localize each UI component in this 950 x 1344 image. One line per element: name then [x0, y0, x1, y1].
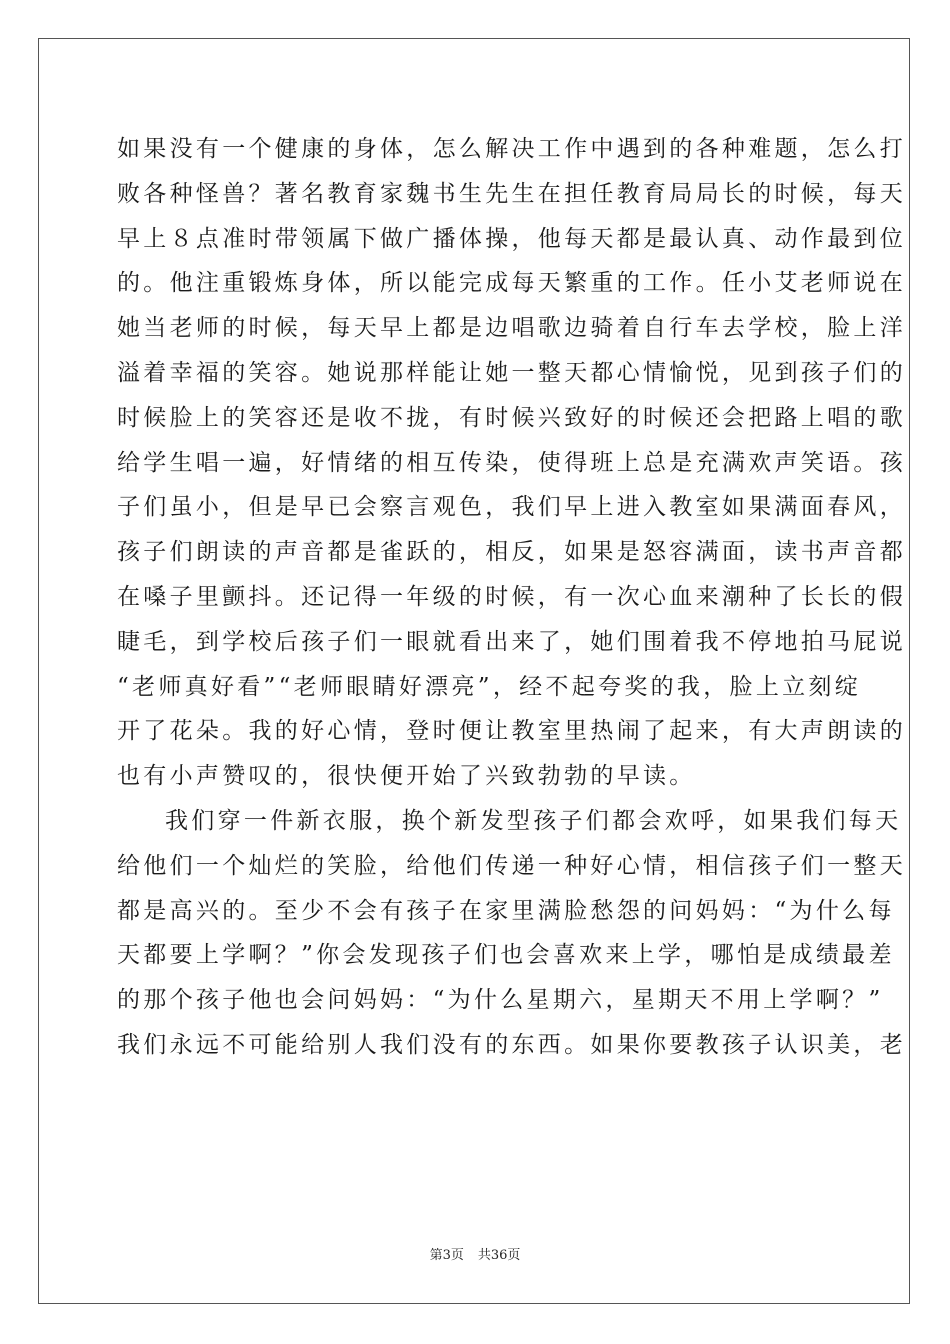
text-line: 在嗓子里颤抖。还记得一年级的时候，有一次心血来潮种了长长的假	[117, 584, 906, 610]
text-line: 睫毛，到学校后孩子们一眼就看出来了，她们围着我不停地拍马屁说	[117, 628, 906, 655]
text-line: 溢着幸福的笑容。她说那样能让她一整天都心情愉悦，见到孩子们的	[117, 360, 906, 386]
text-line: 的。他注重锻炼身体，所以能完成每天繁重的工作。任小艾老师说在	[117, 270, 906, 297]
text-line: 天都要上学啊？”你会发现孩子们也会喜欢来上学，哪怕是成绩最差	[117, 942, 895, 969]
text-line: 我们永远不可能给别人我们没有的东西。如果你要教孩子认识美，老	[117, 1032, 906, 1058]
text-line: 的那个孩子他也会问妈妈：“为什么星期六，星期天不用上学啊？”	[117, 987, 884, 1014]
text-line: 我们穿一件新衣服，换个新发型孩子们都会欢呼，如果我们每天	[165, 808, 902, 834]
text-line: 时候脸上的笑容还是收不拢，有时候兴致好的时候还会把路上唱的歌	[117, 404, 906, 431]
page-total: 共36页	[477, 1248, 521, 1263]
text-line: 给他们一个灿烂的笑脸，给他们传递一种好心情，相信孩子们一整天	[117, 852, 906, 879]
page-footer	[0, 1244, 950, 1263]
text-line: 也有小声赞叹的，很快便开始了兴致勃勃的早读。	[117, 763, 696, 790]
text-line: 早上８点准时带领属下做广播体操，他每天都是最认真、动作最到位	[117, 225, 906, 252]
text-line: 开了花朵。我的好心情，登时便让教室里热闹了起来，有大声朗读的	[117, 718, 906, 745]
text-line: 都是高兴的。至少不会有孩子在家里满脸愁怨的问妈妈：“为什么每	[117, 897, 895, 924]
text-line: 孩子们朗读的声音都是雀跃的，相反，如果是怒容满面，读书声音都	[117, 539, 906, 566]
text-line: 给学生唱一遍，好情绪的相互传染，使得班上总是充满欢声笑语。孩	[117, 449, 906, 476]
text-line: 她当老师的时候，每天早上都是边唱歌边骑着自行车去学校，脸上洋	[117, 315, 906, 342]
text-line: 如果没有一个健康的身体，怎么解决工作中遇到的各种难题，怎么打	[117, 136, 906, 162]
text-line: 败各种怪兽？著名教育家魏书生先生在担任教育局局长的时候，每天	[117, 180, 906, 207]
text-line: 子们虽小，但是早已会察言观色，我们早上进入教室如果满面春风，	[117, 494, 906, 521]
page-number: 第3页	[429, 1248, 464, 1263]
text-line: “老师真好看”“老师眼睛好漂亮”，经不起夸奖的我，脸上立刻绽	[117, 673, 862, 700]
